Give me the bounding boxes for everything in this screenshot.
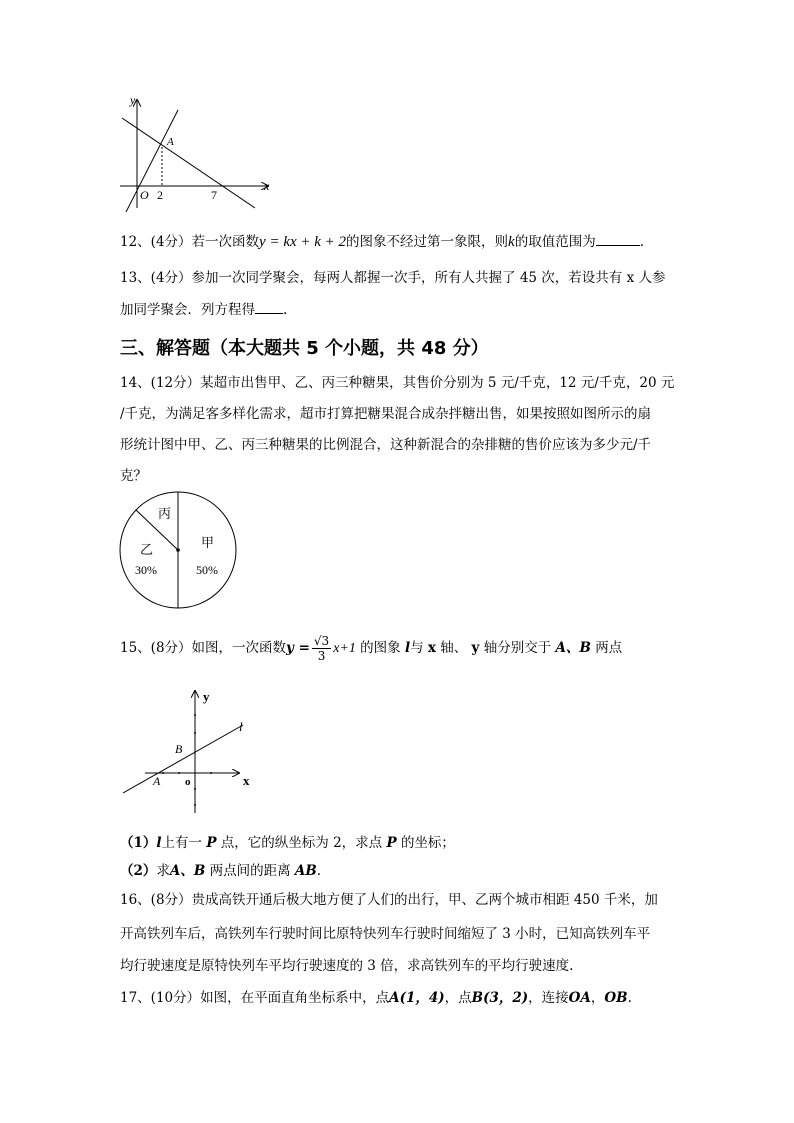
question-12 (120, 233, 644, 251)
q15-tick-x1 (178, 772, 180, 774)
q12-formula: y = kx + k + 2 (259, 234, 347, 250)
q11-increasing-line (126, 110, 178, 212)
q15-l: l (404, 640, 411, 656)
q15-line-l (123, 725, 243, 793)
q15-suffix-b: 与 (410, 640, 424, 656)
q15-sub1-p: P (206, 835, 217, 851)
section-3-title: 三、解答题（本大题共 5 个小题，共 48 分） (120, 338, 489, 359)
q17-prefix: 17、(10分）如图，在平面直角坐标系中，点 (120, 990, 390, 1006)
question-14-line-3: 形统计图中甲、乙、丙三种糖果的比例混合，这种新混合的杂排糖的售价应该为多少元/千 (120, 437, 652, 453)
q11-origin-label: O (140, 188, 149, 202)
pie-label-jia: 甲 (201, 535, 215, 550)
q11-tick-7: 7 (211, 188, 217, 202)
q15-tick-y1 (194, 714, 196, 716)
q12-middle: 的图象不经过第一象限，则 (346, 234, 509, 250)
q15-sub2-ab: AB (294, 863, 317, 879)
pie-pct-jia: 50% (196, 563, 218, 577)
q15-line-l-label: l (239, 719, 243, 734)
question-14-line-1: 14、(12分）某超市出售甲、乙、丙三种糖果，其售价分别为 5 元/千克，12 元/千克，20 元 (120, 375, 675, 391)
q14-pie-chart (118, 490, 242, 614)
q12-answer-blank[interactable] (596, 233, 640, 246)
question-13-line-1: 13、(4分）参加一次同学聚会，每两人都握一次手，所有人共握了 45 次，若设共有 x 人参 (120, 270, 666, 286)
q15-axis-x-label: x (243, 773, 250, 788)
q13-answer-blank[interactable] (255, 301, 283, 314)
q13-line2-text: 加同学聚会．列方程得 (120, 302, 255, 318)
pie-pct-yi: 30% (135, 563, 157, 577)
q15-sub1-num: （1） (120, 835, 157, 851)
q15-sub2-pts: A、B (169, 863, 206, 879)
q15-sub2-a: 求 (156, 863, 170, 879)
question-16-line-2: 开高铁列车后，高铁列车行驶时间比原特快列车行驶时间缩短了 3 小时，已知高铁列车平 (120, 926, 651, 942)
q15-figure (115, 685, 265, 815)
q15-tick-y4 (194, 804, 196, 806)
q15-points: A、B (555, 640, 591, 656)
question-14-line-4: 克？ (120, 468, 147, 484)
q12-suffix: 的取值范围为 (514, 234, 596, 250)
q15-frac-den: 3 (317, 649, 326, 663)
question-17 (120, 989, 632, 1007)
q11-axis-y-label: y (130, 93, 136, 107)
q15-x: x (427, 640, 436, 656)
question-14-line-2: /千克，为满足客多样化需求，超市打算把糖果混合成杂拌糖出售，如果按照如图所示的扇 (120, 406, 652, 422)
question-16-line-3: 均行驶速度是原特快列车平均行驶速度的 3 倍，求高铁列车的平均行驶速度. (120, 958, 574, 974)
q15-tick-y3 (194, 788, 196, 790)
q13-line2-end: . (283, 302, 288, 318)
q12-prefix: 12、(4分）若一次函数 (120, 234, 260, 250)
question-16-line-1: 16、(8分）贵成高铁开通后极大地方便了人们的出行，甲、乙两个城市相距 450 千米，加 (120, 892, 658, 908)
q17-point-b: B(3，2) (471, 990, 529, 1006)
q15-sub2-end: . (316, 863, 322, 879)
q15-sub2-b: 两点间的距离 (209, 863, 291, 879)
q12-var-k: k (508, 234, 515, 250)
question-15 (120, 634, 622, 663)
q15-sub1-p2: P (386, 835, 397, 851)
q15-origin-label: o (185, 776, 191, 788)
q15-suffix-c: 轴、 (440, 640, 468, 656)
q15-point-b-label: B (175, 742, 183, 756)
q15-tick-y2 (194, 732, 196, 734)
pie-label-bing: 丙 (158, 506, 172, 521)
q17-end: . (627, 990, 632, 1006)
q15-frac-num: √3 (313, 634, 330, 648)
q15-y-eq: y = (286, 640, 310, 656)
q15-x-plus: x+1 (333, 641, 356, 656)
q15-sub1-a: 上有一 (161, 835, 203, 851)
q15-tick-x3 (210, 772, 212, 774)
q15-sub1-b: 点，它的纵坐标为 2，求点 (220, 835, 383, 851)
q17-mid: ，点 (444, 990, 472, 1006)
q15-sub1-l: l (156, 835, 162, 851)
q15-point-a-label: A (153, 774, 161, 788)
q15-tick-x2 (162, 772, 164, 774)
question-13-line-2 (120, 301, 287, 319)
q11-point-a-label: A (167, 136, 174, 148)
pie-label-yi: 乙 (140, 542, 154, 557)
q15-suffix-a: 的图象 (360, 640, 401, 656)
q17-mid2: ，连接 (528, 990, 569, 1006)
q17-comma: ， (590, 990, 605, 1006)
q15-sub-2 (120, 862, 321, 880)
q11-figure (110, 90, 280, 215)
q15-suffix-e: 两点 (595, 640, 623, 656)
q15-prefix: 15、(8分）如图，一次函数 (120, 640, 287, 656)
q15-fraction (312, 634, 331, 663)
q15-sub-1 (120, 834, 455, 852)
q15-y: y (471, 640, 480, 656)
q15-sub2-num: （2） (120, 863, 157, 879)
q17-oa: OA (568, 990, 591, 1006)
q15-axis-y-label: y (203, 689, 210, 704)
q15-suffix-d: 轴分别交于 (483, 640, 552, 656)
q11-axis-x-label: x (264, 179, 270, 193)
q11-tick-2: 2 (157, 188, 163, 202)
q17-ob: OB (604, 990, 628, 1006)
q15-sub1-c: 的坐标； (400, 835, 455, 851)
q17-point-a: A(1，4) (389, 990, 445, 1006)
pie-center (176, 548, 180, 552)
q12-end: . (639, 234, 645, 250)
